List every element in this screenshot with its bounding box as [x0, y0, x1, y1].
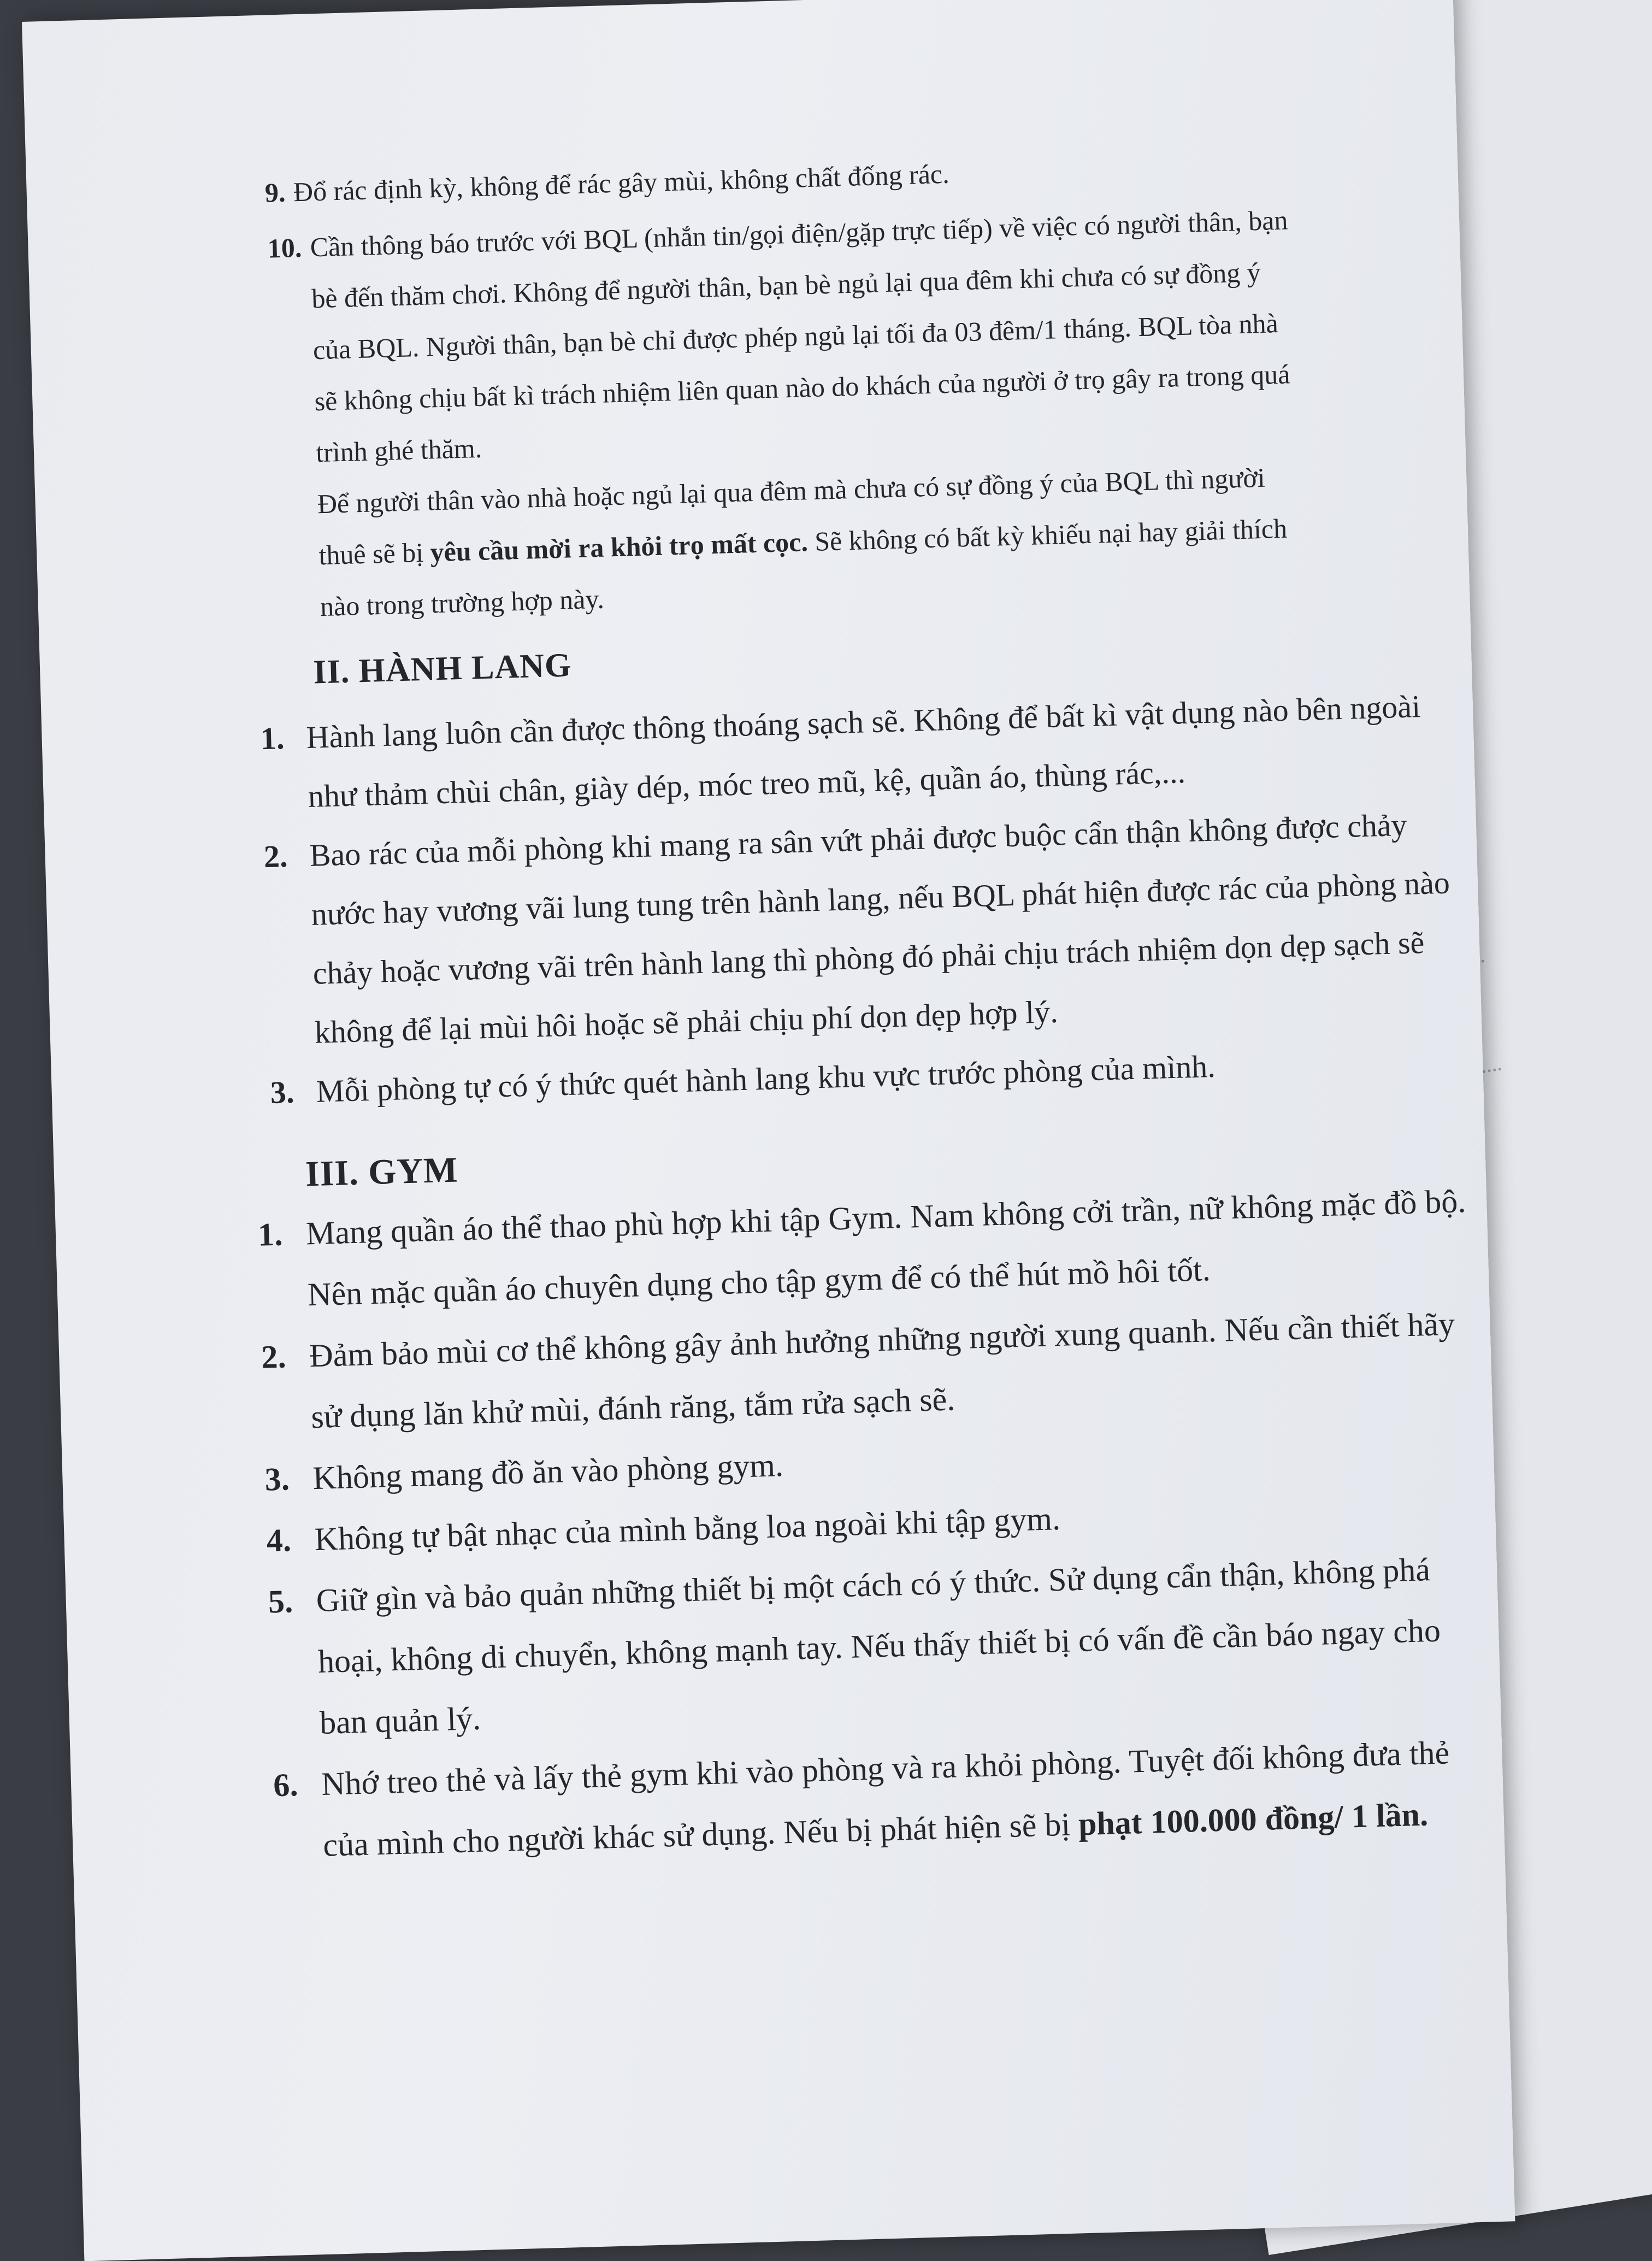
- item-line: của BQL. Người thân, bạn bè chỉ được phép ngủ lại tối đa 03 đêm/1 tháng. BQL tòa nhà: [312, 308, 1279, 366]
- item-number: 9.: [264, 176, 286, 208]
- item-line: Giữ gìn và bảo quản những thiết bị một cách có ý thức. Sử dụng cẩn thận, không phá: [315, 1551, 1431, 1619]
- item-line: Nên mặc quần áo chuyên dụng cho tập gym để có thể hút mồ hôi tốt.: [307, 1251, 1211, 1313]
- list-item: [263, 794, 1471, 1063]
- item-number: 10.: [267, 232, 303, 264]
- section-heading-gym: III. GYM: [305, 1150, 459, 1194]
- item-line: như thảm chùi chân, giày dép, móc treo mũ, kệ, quần áo, thùng rác,...: [307, 754, 1186, 814]
- item-line: Hành lang luôn cần được thông thoáng sạch sẽ. Không để bất kì vật dụng nào bên ngoài: [305, 688, 1421, 755]
- item-line: Bao rác của mỗi phòng khi mang ra sân vứt phải được buộc cẩn thận không được chảy: [309, 806, 1408, 873]
- item-line: không để lại mùi hôi hoặc sẽ phải chịu phí dọn dẹp hợp lý.: [314, 993, 1059, 1050]
- note-line: nào trong trường hợp này.: [320, 583, 605, 622]
- item-number: 3.: [264, 1461, 290, 1498]
- document-page: [22, 0, 1515, 2261]
- item-number: 3.: [269, 1074, 295, 1111]
- item-number: 1.: [257, 1216, 284, 1253]
- item-line: Đảm bảo mùi cơ thể không gây ảnh hưởng những người xung quanh. Nếu cần thiết hãy: [309, 1305, 1455, 1374]
- item-line: của mình cho người khác sử dụng. Nếu bị phát hiện sẽ bị phạt 100.000 đồng/ 1 lần.: [322, 1796, 1429, 1863]
- item-line: trình ghé thăm.: [315, 432, 482, 468]
- item-text: Đổ rác định kỳ, không để rác gây mùi, không chất đống rác.: [293, 158, 950, 208]
- list-item: [267, 1537, 1501, 1755]
- item-number: 1.: [259, 720, 285, 757]
- item-line: hoại, không di chuyển, không mạnh tay. Nếu thấy thiết bị có vấn đề cần báo ngay cho: [317, 1612, 1441, 1680]
- item-line: Cần thông báo trước với BQL (nhắn tin/gọi điện/gặp trực tiếp) về việc có người thân, bạn: [309, 204, 1289, 263]
- item-line: sẽ không chịu bất kì trách nhiệm liên quan nào do khách của người ở trọ gây ra trong quá: [314, 358, 1291, 417]
- section-gym-list: [257, 1170, 1505, 1877]
- item-line: Không mang đồ ăn vào phòng gym.: [312, 1447, 784, 1497]
- item-line: bè đến thăm chơi. Không để người thân, bạn bè ngủ lại qua đêm khi chưa có sự đồng ý: [311, 256, 1261, 314]
- item-number: 4.: [266, 1522, 292, 1559]
- item-number: 5.: [267, 1583, 293, 1620]
- item-line: ban quản lý.: [319, 1700, 481, 1741]
- item-number: 2.: [261, 1338, 287, 1375]
- item-line: Mang quần áo thể thao phù hợp khi tập Gym. Nam không cởi trần, nữ không mặc đồ bộ.: [305, 1183, 1467, 1252]
- note-line: Để người thân vào nhà hoặc ngủ lại qua đêm mà chưa có sự đồng ý của BQL thì người: [317, 462, 1266, 520]
- fine-amount: phạt 100.000 đồng/ 1 lần.: [1078, 1796, 1429, 1842]
- item-line: chảy hoặc vương vãi trên hành lang thì phòng đó phải chịu trách nhiệm dọn dẹp sạch sẽ: [312, 924, 1425, 991]
- section-hallway-list: [259, 676, 1472, 1122]
- rule-item-10: [267, 190, 1452, 634]
- item-line: sử dụng lăn khử mùi, đánh răng, tắm rửa sạch sẽ.: [310, 1381, 955, 1435]
- section-heading-hallway: II. HÀNH LANG: [312, 646, 573, 691]
- item-line: Không tự bật nhạc của mình bằng loa ngoài khi tập gym.: [314, 1500, 1061, 1558]
- penalty-text: yêu cầu mời ra khỏi trọ mất cọc.: [429, 526, 809, 568]
- note-line: thuê sẽ bị yêu cầu mời ra khỏi trọ mất cọc. Sẽ không có bất kỳ khiếu nại hay giải thích: [318, 513, 1288, 571]
- item-line: nước hay vương vãi lung tung trên hành lang, nếu BQL phát hiện được rác của phòng nào: [310, 864, 1450, 932]
- item-line: Mỗi phòng tự có ý thức quét hành lang khu vực trước phòng của mình.: [315, 1048, 1216, 1109]
- item-number: 6.: [273, 1767, 299, 1804]
- item-number: 2.: [263, 838, 288, 875]
- item-line: Nhớ treo thẻ và lấy thẻ gym khi vào phòng và ra khỏi phòng. Tuyệt đối không đưa thẻ: [321, 1734, 1450, 1802]
